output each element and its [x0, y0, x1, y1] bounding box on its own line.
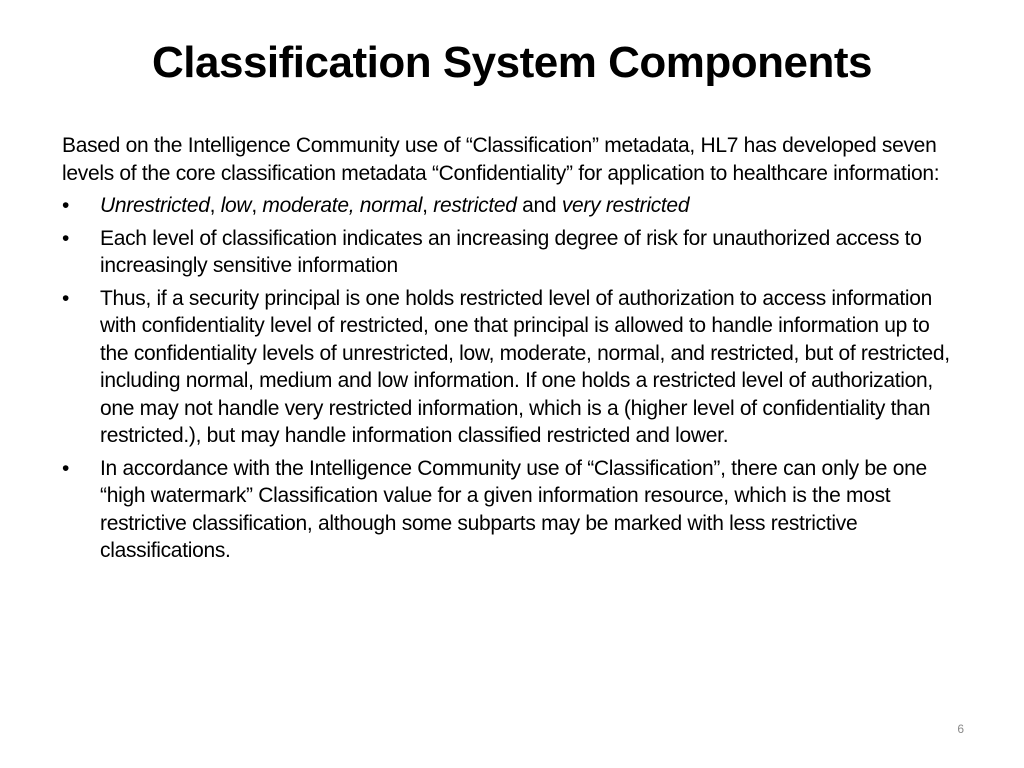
level-unrestricted: Unrestricted — [100, 194, 210, 217]
slide-title: Classification System Components — [152, 38, 872, 87]
conjunction-and: and — [516, 194, 562, 217]
bullet-text: In accordance with the Intelligence Community use of “Classification”, there can only be one “high watermark” Classification value for a given information resource, which is the most restrictive classification, although some subparts may be marked with less restrictive classifications. — [100, 456, 927, 562]
page-number: 6 — [957, 722, 964, 736]
intro-paragraph: Based on the Intelligence Community use of “Classification” metadata, HL7 has developed seven levels of the core classification metadata “Confidentiality” for application to healthcare information: — [62, 134, 940, 185]
bullet-mark: • — [62, 226, 70, 250]
bullet-text: Each level of classification indicates an increasing degree of risk for unauthorized access to increasingly sensitive information — [100, 226, 922, 277]
level-very-restricted: very restricted — [561, 194, 690, 217]
separator: , — [251, 194, 263, 217]
separator: , — [422, 194, 434, 217]
bullet-item-high-watermark — [62, 455, 962, 565]
bullet-item-levels — [62, 192, 962, 220]
bullet-item-authorization — [62, 285, 962, 450]
bullet-mark: • — [62, 286, 70, 310]
separator: , — [209, 194, 221, 217]
bullet-item-risk — [62, 225, 962, 280]
bullet-mark: • — [62, 194, 70, 217]
slide-body — [62, 132, 962, 570]
bullet-list — [62, 192, 962, 565]
level-restricted: restricted — [433, 194, 517, 217]
bullet-text: Thus, if a security principal is one holds restricted level of authorization to access information with confidentiality level of restricted, one that principal is allowed to handle information up to the confidentiality levels of unrestricted, low, moderate, normal, and restricted, but of restricted, including normal, medium and low information. If one holds a restricted level of authorization, one may not handle very restricted information, which is a (higher level of confidentiality than restricted.), but may handle information classified restricted and lower. — [100, 286, 950, 447]
level-moderate-normal: moderate, normal — [262, 194, 423, 217]
bullet-mark: • — [62, 456, 70, 480]
level-low: low — [220, 194, 252, 217]
